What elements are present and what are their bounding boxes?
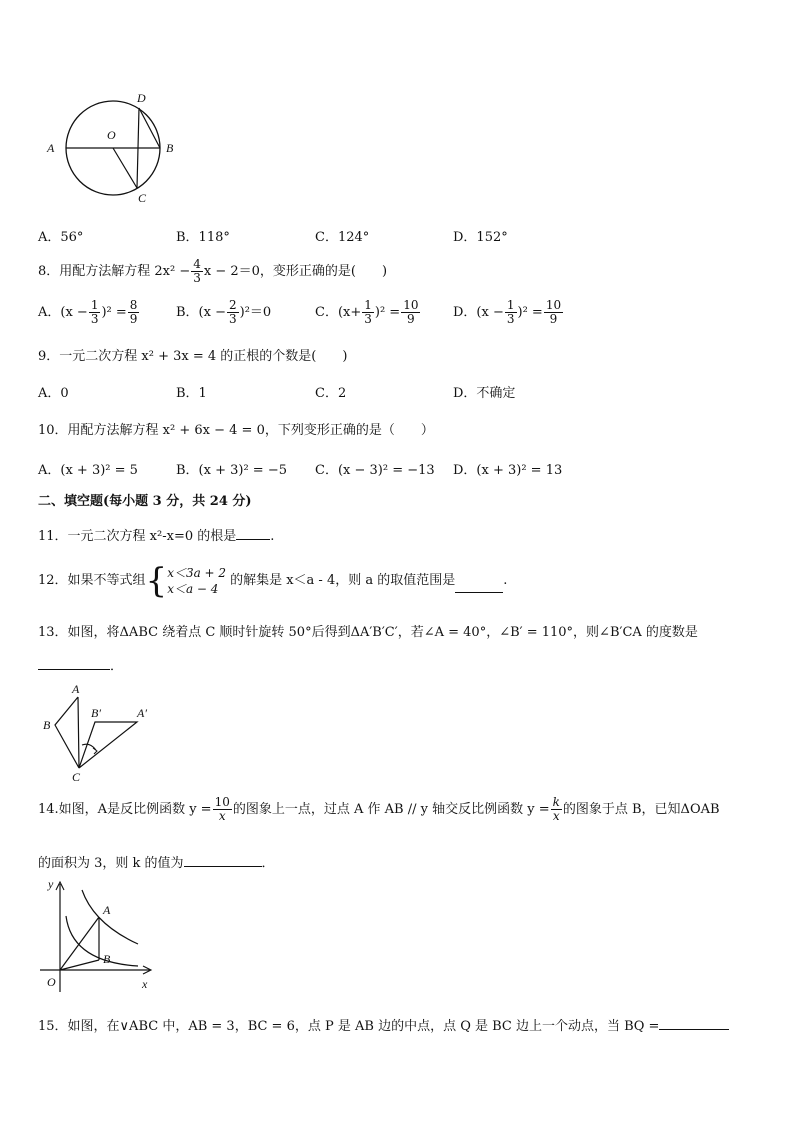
fig13-label-b: B [43,718,51,732]
fig14-label-b: B [103,952,111,966]
q8-fraction: $\frac{4}{3}$ [193,257,201,285]
fig14-label-a: A [103,903,111,917]
section-heading: 二、填空题(每小题 3 分，共 24 分) [38,494,252,509]
q9-option-c[interactable]: C．2 [315,386,347,401]
q9-option-b[interactable]: B．1 [176,386,207,401]
q10-option-d[interactable]: D．(x + 3)² = 13 [453,463,563,478]
label-c: C [138,191,147,205]
label-o: O [107,128,116,142]
q15-answer-blank[interactable] [659,1017,729,1030]
fig14-label-o: O [47,975,56,989]
fig13-label-bp: B′ [91,706,101,720]
q14-stem: 14.如图，A是反比例函数 y = $\frac{10}{x}$ 的图象上一点，过点 A 作 AB // y 轴交反比例函数 y = $\frac{k}{x}$ 的图象于点 B，已知ΔOAB [38,795,720,823]
q8-option-d[interactable]: D．(x − $\frac{1}{3}$ )² = $\frac{10}{9}$ [453,298,562,326]
fig14-label-x: x [142,977,148,991]
q8-option-c[interactable]: C．(x+ $\frac{1}{3}$ )² = $\frac{10}{9}$ [315,298,419,326]
fig14-label-y: y [48,877,54,891]
q13-answer-line: ． [38,657,123,675]
q11-stem: 11．一元二次方程 x²-x=0 的根是 . [38,529,275,544]
fig13-label-a: A [72,682,80,696]
system-brace: { [145,561,168,601]
q10-option-b[interactable]: B．(x + 3)² = −5 [176,463,287,478]
q15-stem: 15．如图，在∨ABC 中，AB = 3，BC = 6，点 P 是 AB 边的中点，点 Q 是 BC 边上一个动点，当 BQ = [38,1017,729,1035]
q9-stem: 9．一元二次方程 x² + 3x = 4 的正根的个数是( ) [38,349,348,364]
q10-option-a[interactable]: A．(x + 3)² = 5 [38,463,138,478]
q13-stem: 13．如图，将ΔABC 绕着点 C 顺时针旋转 50°后得到ΔA′B′C′，若∠A = 40°，∠B′ = 110°，则∠B′CA 的度数是 [38,625,698,640]
label-d: D [137,91,146,105]
q10-stem: 10．用配方法解方程 x² + 6x − 4 = 0，下列变形正确的是（ ） [38,423,434,438]
label-a: A [47,141,55,155]
q14-line2: 的面积为 3，则 k 的值为 ． [38,856,275,871]
q8-option-a[interactable]: A．(x − $\frac{1}{3}$ )² = $\frac{8}{9}$ [38,298,138,326]
q7-option-b[interactable]: B．118° [176,230,230,245]
q9-option-d[interactable]: D．不确定 [453,386,516,401]
curve-k-over-x [66,916,138,966]
q10-option-c[interactable]: C．(x − 3)² = −13 [315,463,435,478]
fig13-label-c: C [72,770,81,784]
inequality-system: x＜3a + 2 x＜a − 4 [167,566,227,596]
q9-option-a[interactable]: A．0 [38,386,69,401]
q8-option-b[interactable]: B．(x − $\frac{2}{3}$ )²＝0 [176,298,272,326]
label-b: B [166,141,174,155]
q7-option-c[interactable]: C．124° [315,230,370,245]
q12-stem: 12．如果不等式组 { x＜3a + 2 x＜a − 4 的解集是 x＜a - 4，则 a 的取值范围是 . [38,561,508,601]
q7-option-d[interactable]: D．152° [453,230,508,245]
q8-stem: 8．用配方法解方程 2x² − $\frac{4}{3}$ x − 2＝0，变形正确的是( ) [38,257,388,285]
fig13-label-ap: A′ [137,706,147,720]
q7-option-a[interactable]: A．56° [38,230,84,245]
